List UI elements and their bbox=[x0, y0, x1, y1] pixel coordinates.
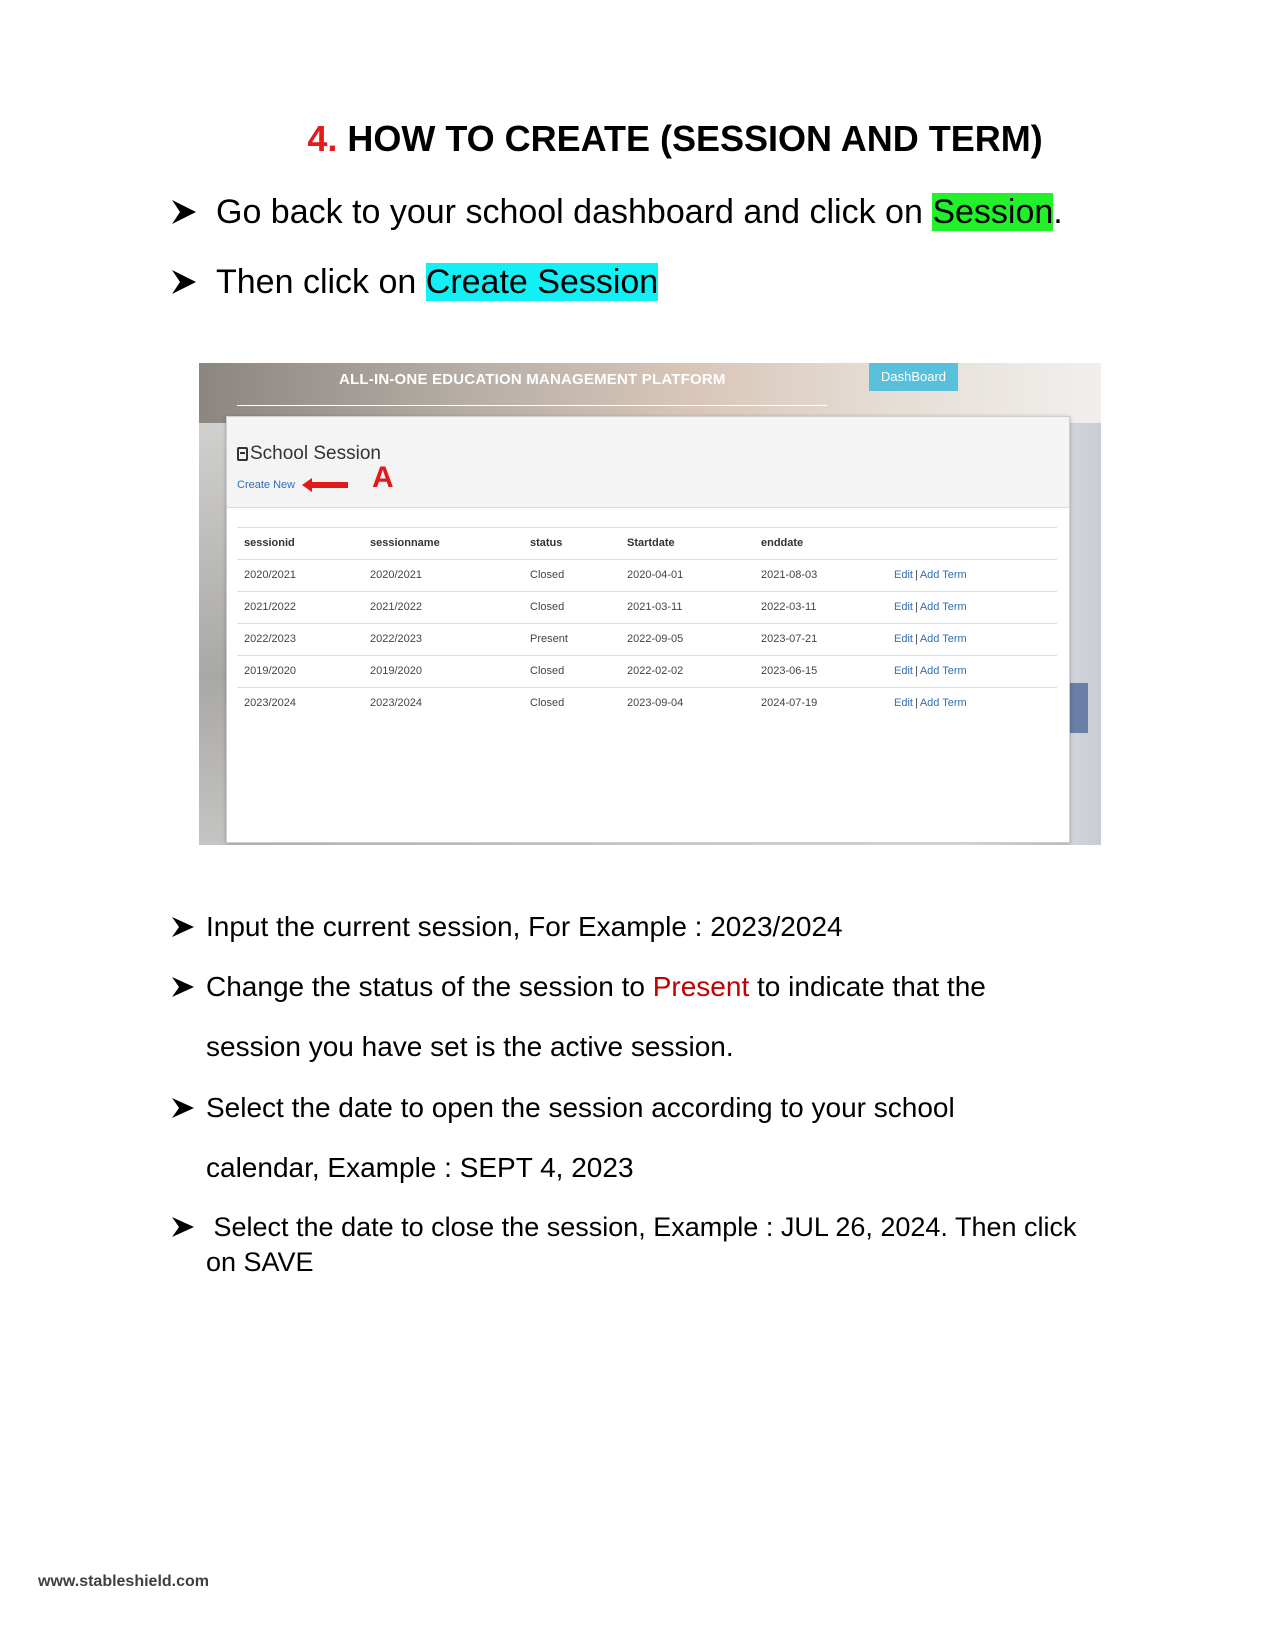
cell-startdate: 2022-09-05 bbox=[627, 633, 684, 645]
table-row bbox=[237, 591, 1057, 623]
arrow-bullet-icon bbox=[170, 967, 210, 1007]
session-table bbox=[237, 527, 1057, 719]
arrow-bullet-icon bbox=[170, 258, 210, 306]
edit-link[interactable]: Edit bbox=[894, 665, 913, 677]
col-status: status bbox=[530, 537, 563, 549]
heading-text: HOW TO CREATE (SESSION AND TERM) bbox=[337, 118, 1043, 159]
edit-link[interactable]: Edit bbox=[894, 601, 913, 613]
cell-status: Closed bbox=[530, 697, 565, 709]
cell-enddate: 2021-08-03 bbox=[761, 569, 818, 581]
step-close-date-line2: on SAVE bbox=[206, 1247, 314, 1277]
cell-sessionname: 2019/2020 bbox=[370, 665, 422, 677]
row-actions: Edit | Add Term bbox=[894, 697, 967, 709]
arrow-bullet-icon bbox=[170, 1207, 210, 1247]
school-session-card bbox=[226, 416, 1070, 843]
add-term-link[interactable]: Add Term bbox=[919, 601, 967, 613]
step-change-status-text: Change the status of the session to Present to indicate that the bbox=[206, 971, 986, 1002]
step-open-date bbox=[170, 1088, 955, 1128]
cell-sessionid: 2023/2024 bbox=[244, 697, 296, 709]
card-title bbox=[237, 443, 381, 465]
heading-number: 4. bbox=[307, 118, 338, 159]
left-arrow-icon bbox=[302, 477, 350, 493]
book-icon bbox=[237, 447, 248, 461]
row-actions: Edit | Add Term bbox=[894, 633, 967, 645]
cell-status: Closed bbox=[530, 569, 565, 581]
background-left bbox=[199, 423, 227, 845]
platform-title: ALL-IN-ONE EDUCATION MANAGEMENT PLATFORM bbox=[339, 371, 726, 388]
add-term-link[interactable]: Add Term bbox=[919, 569, 967, 581]
step-input-session bbox=[170, 907, 843, 947]
cell-sessionname: 2020/2021 bbox=[370, 569, 422, 581]
step-input-session-text: Input the current session, For Example : 2023/2024 bbox=[206, 911, 843, 942]
cell-sessionid: 2020/2021 bbox=[244, 569, 296, 581]
cell-startdate: 2023-09-04 bbox=[627, 697, 684, 709]
step-change-status-line2: session you have set is the active session. bbox=[206, 1031, 734, 1062]
step-close-date bbox=[170, 1207, 1077, 1247]
table-row bbox=[237, 623, 1057, 655]
session-highlight: Session bbox=[932, 193, 1054, 231]
create-session-highlight: Create Session bbox=[425, 263, 659, 301]
cell-enddate: 2023-07-21 bbox=[761, 633, 818, 645]
create-new-link[interactable]: Create New bbox=[237, 479, 296, 491]
row-actions: Edit | Add Term bbox=[894, 665, 967, 677]
table-row bbox=[237, 655, 1057, 687]
step-change-status bbox=[170, 967, 986, 1007]
edit-link[interactable]: Edit bbox=[894, 697, 913, 709]
cell-startdate: 2022-02-02 bbox=[627, 665, 684, 677]
present-word: Present bbox=[652, 971, 750, 1002]
cell-enddate: 2023-06-15 bbox=[761, 665, 818, 677]
marker-letter: A bbox=[372, 461, 394, 494]
col-enddate: enddate bbox=[761, 537, 804, 549]
dashboard-button[interactable]: DashBoard bbox=[869, 363, 958, 391]
banner-divider bbox=[237, 405, 827, 406]
step-create-session bbox=[170, 258, 658, 306]
cell-startdate: 2020-04-01 bbox=[627, 569, 684, 581]
step-open-date-line2: calendar, Example : SEPT 4, 2023 bbox=[206, 1152, 634, 1183]
col-sessionid: sessionid bbox=[244, 537, 295, 549]
card-header bbox=[227, 417, 1069, 508]
table-row bbox=[237, 687, 1057, 719]
col-startdate: Startdate bbox=[627, 537, 675, 549]
table-row bbox=[237, 559, 1057, 591]
footer-url: www.stableshield.com bbox=[38, 1573, 210, 1590]
cell-sessionname: 2023/2024 bbox=[370, 697, 422, 709]
table-header bbox=[237, 527, 1057, 559]
background-right bbox=[1068, 683, 1088, 733]
cell-enddate: 2024-07-19 bbox=[761, 697, 818, 709]
row-actions: Edit | Add Term bbox=[894, 569, 967, 581]
arrow-bullet-icon bbox=[170, 907, 210, 947]
arrow-bullet-icon bbox=[170, 188, 210, 236]
card-title-text: School Session bbox=[250, 443, 381, 464]
step-create-session-text: Then click on Create Session bbox=[216, 263, 659, 301]
row-actions: Edit | Add Term bbox=[894, 601, 967, 613]
step-close-date-text: Select the date to close the session, Example : JUL 26, 2024. Then click bbox=[206, 1212, 1077, 1242]
col-sessionname: sessionname bbox=[370, 537, 440, 549]
cell-status: Closed bbox=[530, 665, 565, 677]
add-term-link[interactable]: Add Term bbox=[919, 665, 967, 677]
step-open-date-text: Select the date to open the session according to your school bbox=[206, 1092, 955, 1123]
cell-sessionname: 2021/2022 bbox=[370, 601, 422, 613]
cell-sessionid: 2019/2020 bbox=[244, 665, 296, 677]
edit-link[interactable]: Edit bbox=[894, 569, 913, 581]
page-heading bbox=[0, 118, 1275, 160]
add-term-link[interactable]: Add Term bbox=[919, 633, 967, 645]
cell-sessionid: 2022/2023 bbox=[244, 633, 296, 645]
step-go-back bbox=[170, 188, 1063, 236]
add-term-link[interactable]: Add Term bbox=[919, 697, 967, 709]
cell-startdate: 2021-03-11 bbox=[627, 601, 683, 613]
edit-link[interactable]: Edit bbox=[894, 633, 913, 645]
cell-enddate: 2022-03-11 bbox=[761, 601, 817, 613]
session-screenshot bbox=[199, 363, 1101, 845]
cell-sessionid: 2021/2022 bbox=[244, 601, 296, 613]
step-go-back-text: Go back to your school dashboard and click on Session. bbox=[216, 193, 1063, 231]
cell-status: Present bbox=[530, 633, 568, 645]
cell-sessionname: 2022/2023 bbox=[370, 633, 422, 645]
arrow-bullet-icon bbox=[170, 1088, 210, 1128]
cell-status: Closed bbox=[530, 601, 565, 613]
